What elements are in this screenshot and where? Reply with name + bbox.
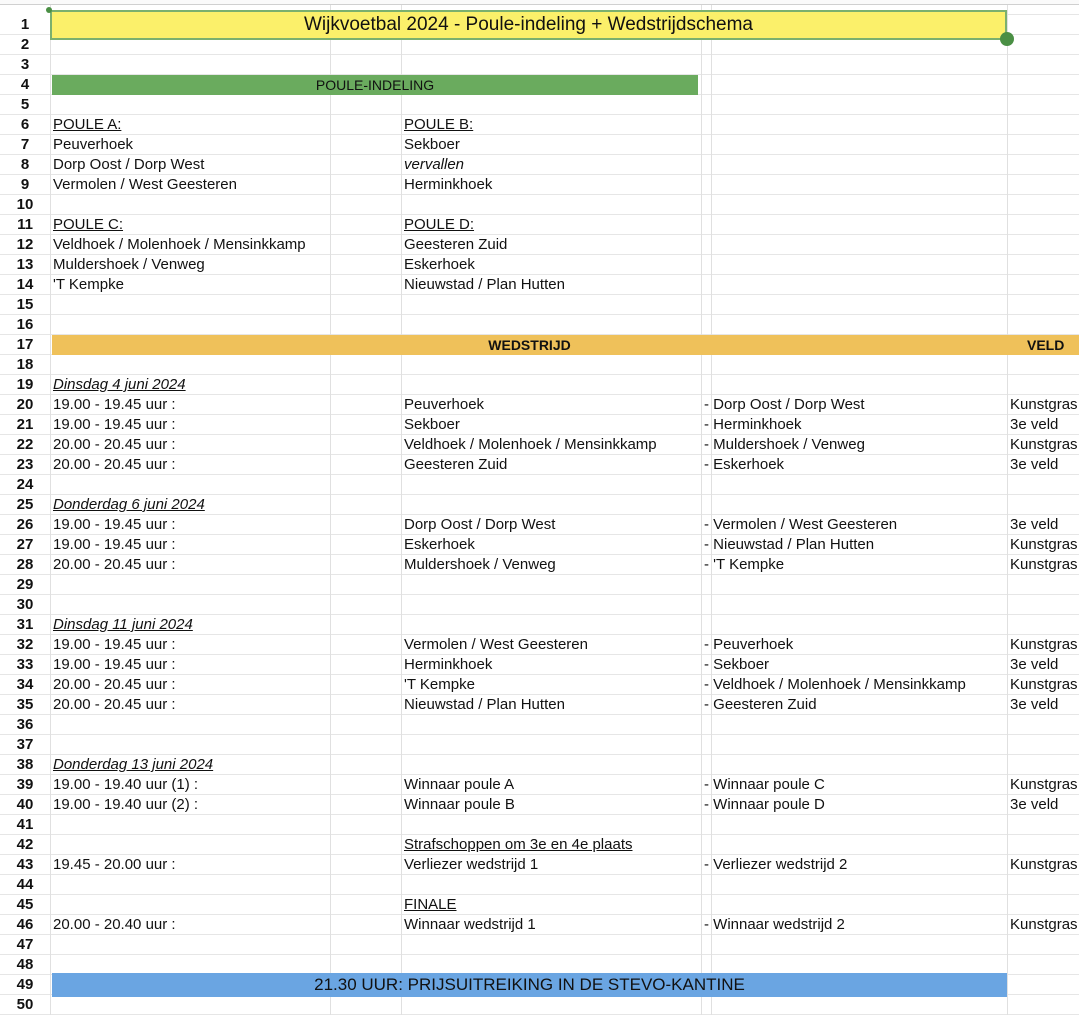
- row-number[interactable]: 30: [0, 595, 50, 615]
- schedule-cell[interactable]: - 'T Kempke: [704, 556, 785, 573]
- row-number[interactable]: 38: [0, 755, 50, 775]
- poule-b-team[interactable]: Herminkhoek: [404, 176, 493, 193]
- row-number[interactable]: 20: [0, 395, 50, 415]
- schedule-cell[interactable]: Kunstgras: [1010, 676, 1078, 693]
- schedule-cell[interactable]: 20.00 - 20.45 uur :: [53, 676, 176, 693]
- poule-a-team[interactable]: Dorp Oost / Dorp West: [53, 156, 205, 173]
- schedule-cell[interactable]: Muldershoek / Venweg: [404, 556, 556, 573]
- row-number[interactable]: 1: [0, 15, 50, 35]
- row-number[interactable]: 15: [0, 295, 50, 315]
- row-number[interactable]: 19: [0, 375, 50, 395]
- schedule-cell[interactable]: Kunstgras: [1010, 436, 1078, 453]
- row-number[interactable]: 13: [0, 255, 50, 275]
- row-number[interactable]: 7: [0, 135, 50, 155]
- grid-row-line: [50, 1014, 1079, 1015]
- poule-a-team[interactable]: Peuverhoek: [53, 136, 134, 153]
- row-number[interactable]: 31: [0, 615, 50, 635]
- schedule-cell[interactable]: Dinsdag 11 juni 2024: [53, 616, 193, 633]
- schedule-cell[interactable]: Geesteren Zuid: [404, 456, 508, 473]
- grid-row-line: [50, 54, 1079, 55]
- schedule-cell[interactable]: - Peuverhoek: [704, 636, 794, 653]
- row-number[interactable]: 45: [0, 895, 50, 915]
- row-number[interactable]: 46: [0, 915, 50, 935]
- poule-b-title[interactable]: POULE B:: [404, 116, 474, 133]
- row-number[interactable]: 16: [0, 315, 50, 335]
- row-number[interactable]: 8: [0, 155, 50, 175]
- schedule-cell[interactable]: - Sekboer: [704, 656, 770, 673]
- poule-c-title[interactable]: POULE C:: [53, 216, 124, 233]
- schedule-cell[interactable]: Verliezer wedstrijd 1: [404, 856, 539, 873]
- row-number[interactable]: 29: [0, 575, 50, 595]
- schedule-cell[interactable]: 19.00 - 19.45 uur :: [53, 656, 176, 673]
- row-number[interactable]: 25: [0, 495, 50, 515]
- schedule-cell[interactable]: 3e veld: [1010, 696, 1059, 713]
- grid-row-line: [50, 594, 1079, 595]
- schedule-cell[interactable]: Dinsdag 4 juni 2024: [53, 376, 186, 393]
- poule-d-team[interactable]: Geesteren Zuid: [404, 236, 508, 253]
- schedule-cell[interactable]: Nieuwstad / Plan Hutten: [404, 696, 565, 713]
- schedule-cell[interactable]: 'T Kempke: [404, 676, 475, 693]
- schedule-cell[interactable]: Kunstgras: [1010, 856, 1078, 873]
- row-number[interactable]: 43: [0, 855, 50, 875]
- row-number[interactable]: 44: [0, 875, 50, 895]
- schedule-cell[interactable]: 20.00 - 20.40 uur :: [53, 916, 176, 933]
- schedule-cell[interactable]: 19.00 - 19.45 uur :: [53, 396, 176, 413]
- schedule-cell[interactable]: Kunstgras: [1010, 396, 1078, 413]
- row-number[interactable]: 36: [0, 715, 50, 735]
- row-number[interactable]: 48: [0, 955, 50, 975]
- selection-handle-icon[interactable]: [1000, 32, 1014, 46]
- schedule-cell[interactable]: 20.00 - 20.45 uur :: [53, 436, 176, 453]
- grid-row-line: [50, 954, 1079, 955]
- schedule-cell[interactable]: Donderdag 13 juni 2024: [53, 756, 214, 773]
- schedule-cell[interactable]: Winnaar wedstrijd 1: [404, 916, 536, 933]
- row-number[interactable]: 35: [0, 695, 50, 715]
- row-number[interactable]: 3: [0, 55, 50, 75]
- row-number[interactable]: 14: [0, 275, 50, 295]
- row-number[interactable]: 49: [0, 975, 50, 995]
- schedule-cell[interactable]: 19.00 - 19.45 uur :: [53, 536, 176, 553]
- schedule-cell[interactable]: 3e veld: [1010, 796, 1059, 813]
- row-number[interactable]: 41: [0, 815, 50, 835]
- schedule-cell[interactable]: - Muldershoek / Venweg: [704, 436, 865, 453]
- row-number[interactable]: 28: [0, 555, 50, 575]
- row-number[interactable]: 12: [0, 235, 50, 255]
- wedstrijd-header[interactable]: WEDSTRIJD: [52, 335, 1007, 355]
- row-number[interactable]: 26: [0, 515, 50, 535]
- poule-d-team[interactable]: Eskerhoek: [404, 256, 475, 273]
- poule-a-title[interactable]: POULE A:: [53, 116, 122, 133]
- schedule-cell[interactable]: 19.45 - 20.00 uur :: [53, 856, 176, 873]
- poule-d-title[interactable]: POULE D:: [404, 216, 475, 233]
- schedule-cell[interactable]: 20.00 - 20.45 uur :: [53, 556, 176, 573]
- veld-header[interactable]: VELD: [1007, 335, 1079, 355]
- row-number[interactable]: 34: [0, 675, 50, 695]
- schedule-cell[interactable]: Winnaar poule B: [404, 796, 515, 813]
- schedule-cell[interactable]: Kunstgras: [1010, 556, 1078, 573]
- schedule-cell[interactable]: 19.00 - 19.45 uur :: [53, 636, 176, 653]
- poule-d-team[interactable]: Nieuwstad / Plan Hutten: [404, 276, 565, 293]
- grid-row-line: [50, 314, 1079, 315]
- schedule-cell[interactable]: 3e veld: [1010, 416, 1059, 433]
- schedule-cell[interactable]: - Verliezer wedstrijd 2: [704, 856, 848, 873]
- schedule-cell[interactable]: Kunstgras: [1010, 916, 1078, 933]
- schedule-cell[interactable]: - Vermolen / West Geesteren: [704, 516, 898, 533]
- schedule-cell[interactable]: Strafschoppen om 3e en 4e plaats: [404, 836, 633, 853]
- row-number[interactable]: 5: [0, 95, 50, 115]
- schedule-cell[interactable]: Kunstgras: [1010, 776, 1078, 793]
- row-number[interactable]: 6: [0, 115, 50, 135]
- schedule-cell[interactable]: 3e veld: [1010, 516, 1059, 533]
- schedule-cell[interactable]: - Geesteren Zuid: [704, 696, 817, 713]
- row-number[interactable]: 11: [0, 215, 50, 235]
- schedule-cell[interactable]: FINALE: [404, 896, 457, 913]
- poule-b-team[interactable]: vervallen: [404, 156, 465, 173]
- schedule-cell[interactable]: 19.00 - 19.40 uur (2) :: [53, 796, 199, 813]
- sheet-title-cell[interactable]: Wijkvoetbal 2024 - Poule-indeling + Wedstrijdschema: [50, 10, 1007, 40]
- row-number[interactable]: 33: [0, 655, 50, 675]
- row-number[interactable]: 39: [0, 775, 50, 795]
- row-number[interactable]: 40: [0, 795, 50, 815]
- row-number[interactable]: 23: [0, 455, 50, 475]
- schedule-cell[interactable]: - Herminkhoek: [704, 416, 802, 433]
- row-number[interactable]: 24: [0, 475, 50, 495]
- schedule-cell[interactable]: 20.00 - 20.45 uur :: [53, 456, 176, 473]
- schedule-cell[interactable]: - Winnaar poule C: [704, 776, 825, 793]
- schedule-cell[interactable]: Winnaar poule A: [404, 776, 515, 793]
- row-number[interactable]: 42: [0, 835, 50, 855]
- selection-corner-icon: [46, 7, 52, 13]
- row-number[interactable]: 17: [0, 335, 50, 355]
- schedule-cell[interactable]: Kunstgras: [1010, 636, 1078, 653]
- poule-c-team[interactable]: Veldhoek / Molenhoek / Mensinkkamp: [53, 236, 306, 253]
- row-number[interactable]: 32: [0, 635, 50, 655]
- schedule-cell[interactable]: - Winnaar wedstrijd 2: [704, 916, 845, 933]
- schedule-cell[interactable]: Donderdag 6 juni 2024: [53, 496, 205, 513]
- poule-a-team[interactable]: Vermolen / West Geesteren: [53, 176, 237, 193]
- row-number[interactable]: 47: [0, 935, 50, 955]
- schedule-cell[interactable]: Veldhoek / Molenhoek / Mensinkkamp: [404, 436, 657, 453]
- schedule-cell[interactable]: 19.00 - 19.40 uur (1) :: [53, 776, 199, 793]
- poule-c-team[interactable]: 'T Kempke: [53, 276, 124, 293]
- schedule-cell[interactable]: - Nieuwstad / Plan Hutten: [704, 536, 875, 553]
- schedule-cell[interactable]: - Winnaar poule D: [704, 796, 825, 813]
- row-number[interactable]: 10: [0, 195, 50, 215]
- prijsuitreiking-banner[interactable]: 21.30 UUR: PRIJSUITREIKING IN DE STEVO-KANTINE: [52, 973, 1007, 997]
- schedule-cell[interactable]: 19.00 - 19.45 uur :: [53, 416, 176, 433]
- poule-b-team[interactable]: Sekboer: [404, 136, 460, 153]
- schedule-cell[interactable]: - Dorp Oost / Dorp West: [704, 396, 865, 413]
- row-number[interactable]: 27: [0, 535, 50, 555]
- schedule-cell[interactable]: - Veldhoek / Molenhoek / Mensinkkamp: [704, 676, 966, 693]
- poule-indeling-header[interactable]: POULE-INDELING: [52, 75, 698, 95]
- schedule-cell[interactable]: Herminkhoek: [404, 656, 493, 673]
- row-number[interactable]: 50: [0, 995, 50, 1015]
- schedule-cell[interactable]: Eskerhoek: [404, 536, 475, 553]
- schedule-cell[interactable]: - Eskerhoek: [704, 456, 785, 473]
- schedule-cell[interactable]: Vermolen / West Geesteren: [404, 636, 588, 653]
- row-number[interactable]: 37: [0, 735, 50, 755]
- row-number[interactable]: 9: [0, 175, 50, 195]
- schedule-cell[interactable]: 3e veld: [1010, 656, 1059, 673]
- row-number[interactable]: 2: [0, 35, 50, 55]
- schedule-cell[interactable]: Sekboer: [404, 416, 460, 433]
- row-number[interactable]: 21: [0, 415, 50, 435]
- schedule-cell[interactable]: 20.00 - 20.45 uur :: [53, 696, 176, 713]
- schedule-cell[interactable]: 3e veld: [1010, 456, 1059, 473]
- grid-row-line: [50, 734, 1079, 735]
- row-number[interactable]: 18: [0, 355, 50, 375]
- schedule-cell[interactable]: 19.00 - 19.45 uur :: [53, 516, 176, 533]
- row-number[interactable]: 4: [0, 75, 50, 95]
- schedule-cell[interactable]: Kunstgras: [1010, 536, 1078, 553]
- poule-c-team[interactable]: Muldershoek / Venweg: [53, 256, 205, 273]
- schedule-cell[interactable]: Peuverhoek: [404, 396, 485, 413]
- row-number[interactable]: 22: [0, 435, 50, 455]
- schedule-cell[interactable]: Dorp Oost / Dorp West: [404, 516, 556, 533]
- column-header-strip: [0, 0, 1079, 5]
